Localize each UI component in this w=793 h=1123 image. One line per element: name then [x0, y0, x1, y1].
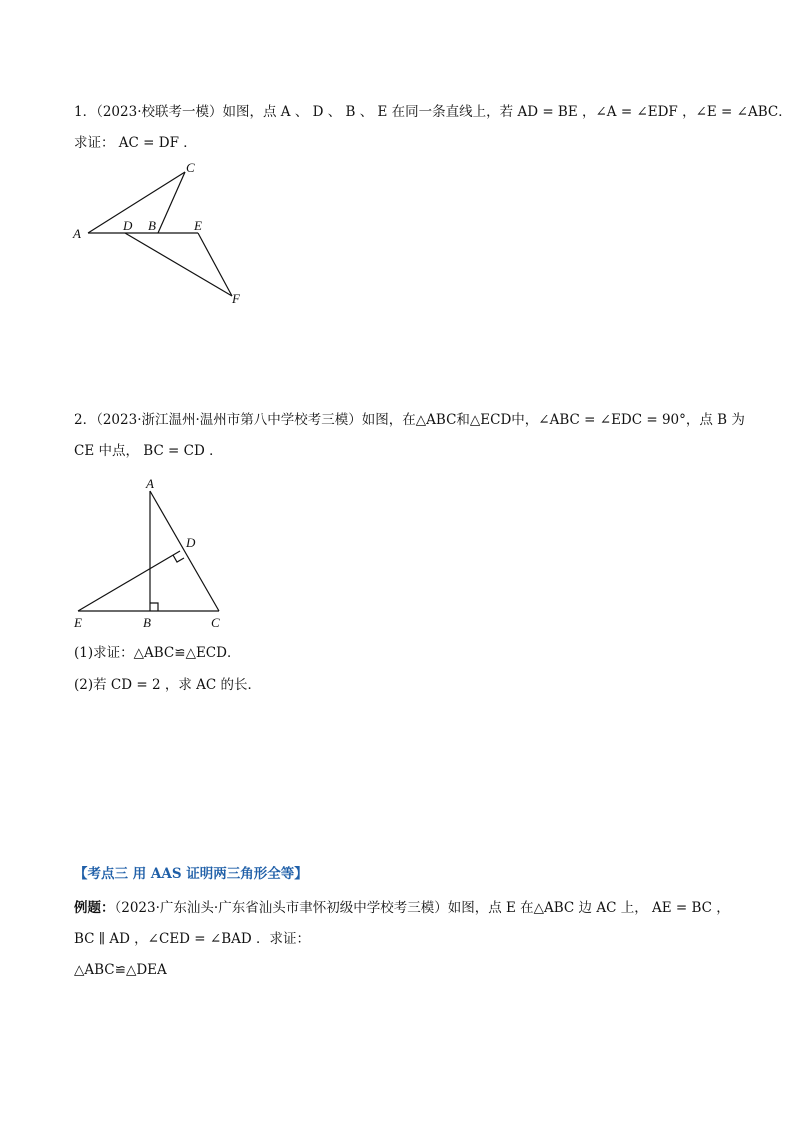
label-D: D [123, 218, 133, 233]
section-heading: 【考点三 用 AAS 证明两三角形全等】 [74, 866, 308, 882]
example-line3: △ABC≌△DEA [74, 962, 167, 978]
label-D: D [186, 535, 196, 550]
problem2-statement-cont: CE 中点， BC = CD ． [74, 443, 223, 459]
example-line2: BC ∥ AD ，∠CED = ∠BAD ．求证： [74, 931, 310, 947]
example-text: （2023·广东汕头·广东省汕头市聿怀初级中学校考三模）如图，点 E 在△ABC 边 AC 上， AE = BC ， [114, 900, 730, 916]
example-label: 例题： [74, 900, 115, 916]
label-A: A [146, 476, 154, 491]
label-F: F [232, 291, 240, 306]
problem2-part1: (1)求证：△ABC≌△ECD． [74, 645, 241, 661]
right-angle-B [150, 603, 158, 611]
example-line1 [74, 898, 730, 918]
problem2-part2: (2)若 CD = 2 ，求 AC 的长． [74, 677, 262, 693]
label-C: C [211, 615, 220, 630]
label-C: C [186, 160, 195, 175]
label-B: B [148, 218, 156, 233]
label-B: B [143, 615, 151, 630]
right-angle-D [173, 555, 184, 562]
problem1-statement: 1．（2023·校联考一模）如图，点 A 、 D 、 B 、 E 在同一条直线上，若 AD = BE ，∠A = ∠EDF ，∠E = ∠ABC． [74, 104, 792, 120]
segment-A-C [150, 491, 219, 611]
label-A: A [73, 226, 81, 241]
label-E: E [194, 218, 202, 233]
segment-E-D [78, 551, 180, 611]
problem1-prove: 求证： AC = DF ． [74, 135, 197, 151]
label-E: E [74, 615, 82, 630]
problem2-statement: 2．（2023·浙江温州·温州市第八中学校考三模）如图，在△ABC和△ECD中，∠ABC = ∠EDC = 90°，点 B 为 [74, 412, 745, 428]
